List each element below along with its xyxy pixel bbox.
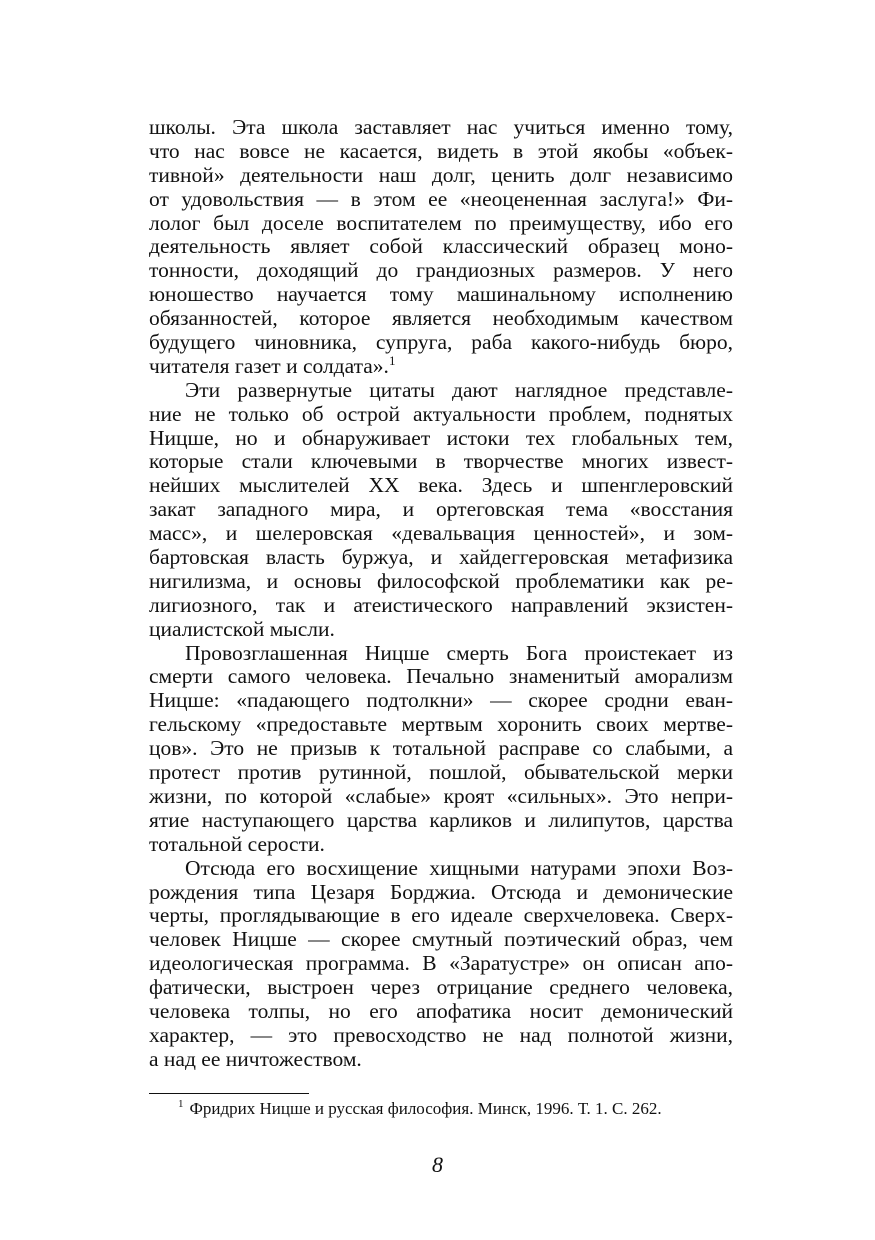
text-line: будущего чиновника, супруга, раба какого-нибудь бюро, [149,330,733,355]
text-line: Ницше, но и обнаруживает истоки тех глобальных тем, [149,425,733,450]
text-line [149,352,733,379]
body-text [149,116,733,1072]
text-line: гельскому «предоставьте мертвым хоронить своих мертве- [149,712,733,737]
text-line: смерти самого человека. Печально знаменитый аморализм [149,664,733,689]
text-line-content: читателя газет и солдата». [149,353,389,378]
text-line: Ницше: «падающего подтолкни» — скорее сродни еван- [149,688,733,713]
text-line: нейших мыслителей XX века. Здесь и шпенглеровский [149,473,733,498]
paragraph-first-line: Отсюда его восхищение хищными натурами эпохи Воз- [185,855,733,880]
text-line: обязанностей, которое является необходимым качеством [149,306,733,331]
text-line: масс», и шелеровская «девальвация ценностей», и зом- [149,521,733,546]
footnote-reference[interactable]: 1 [388,352,396,368]
text-line: которые стали ключевыми в творчестве многих извест- [149,449,733,474]
text-line: протест против рутинной, пошлой, обывательской мерки [149,760,733,785]
text-line: школы. Эта школа заставляет нас учиться именно тому, [149,115,733,139]
text-line: цов». Это не призыв к тотальной расправе со слабыми, а [149,736,733,761]
text-line: закат западного мира, и ортеговская тема «восстания [149,497,733,522]
footnote-divider [149,1093,309,1094]
text-line: от удовольствия — в этом ее «неоцененная заслуга!» Фи- [149,186,733,211]
text-line: юношество научается тому машинальному исполнению [149,282,733,307]
text-line: а над ее ничтожеством. [149,1046,362,1071]
text-line: человек Ницше — скорее смутный поэтический образ, чем [149,927,733,952]
footnote-mark: 1 [178,1098,184,1111]
text-line: циалистской мысли. [149,616,335,641]
text-line: черты, проглядывающие в его идеале сверхчеловека. Сверх- [149,903,733,928]
text-line: лолог был доселе воспитателем по преимуществу, ибо его [149,210,733,235]
text-line: жизни, по которой «слабые» кроят «сильных». Это непри- [149,783,733,808]
paragraph-first-line: Эти развернутые цитаты дают наглядное представле- [185,377,733,402]
text-line: фатически, выстроен через отрицание среднего человека, [149,975,733,1000]
text-line: что нас вовсе не касается, видеть в этой якобы «объек- [149,138,733,163]
text-line: рождения типа Цезаря Борджиа. Отсюда и демонические [149,879,733,904]
text-line: лигиозного, так и атеистического направлений экзистен- [149,592,733,617]
text-line: характер, — это превосходство не над полнотой жизни, [149,1022,733,1047]
text-line: ятие наступающего царства карликов и лилипутов, царства [149,807,733,832]
page-number: 8 [432,1152,443,1177]
text-line: тонности, доходящий до грандиозных размеров. У него [149,258,733,283]
footnote-text: Фридрих Ницше и русская философия. Минск, 1996. Т. 1. С. 262. [189,1099,662,1118]
text-line: ние не только об острой актуальности проблем, поднятых [149,401,733,426]
paragraph-first-line: Провозглашенная Ницше смерть Бога проистекает из [185,640,733,665]
text-line: идеологическая программа. В «Заратустре» он описан апо- [149,951,733,976]
text-line: нигилизма, и основы философской проблематики как ре- [149,568,733,593]
text-line: тотальной серости. [149,831,325,856]
footnote [178,1099,738,1119]
text-line: деятельность являет собой классический образец моно- [149,234,733,259]
text-line: человека толпы, но его апофатика носит демонический [149,998,733,1023]
text-line: бартовская власть буржуа, и хайдеггеровская метафизика [149,545,733,570]
text-line: тивной» деятельности наш долг, ценить долг независимо [149,162,733,187]
